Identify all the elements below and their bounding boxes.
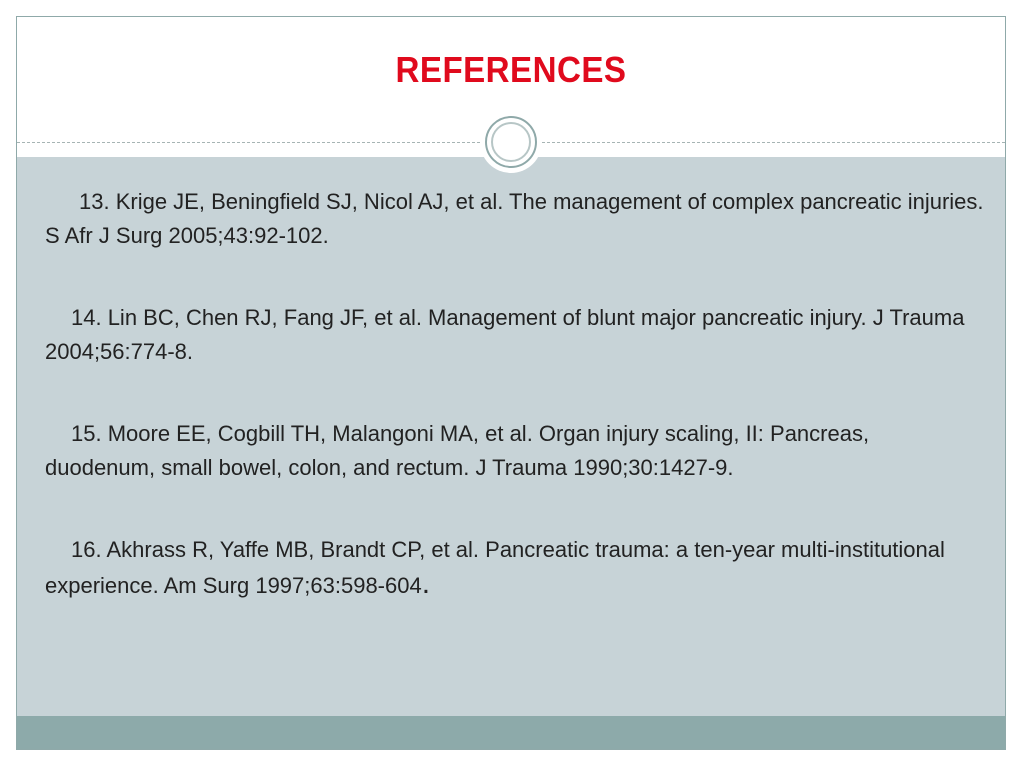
reference-text: 14. Lin BC, Chen RJ, Fang JF, et al. Management of blunt major pancreatic injury. J Trauma 2004;56:774-8. <box>45 305 965 364</box>
footer-band <box>17 716 1005 750</box>
reference-list <box>45 185 985 651</box>
reference-trailing-period: . <box>421 567 431 600</box>
reference-14 <box>45 301 985 369</box>
reference-text: 16. Akhrass R, Yaffe MB, Brandt CP, et al. Pancreatic trauma: a ten-year multi-institutional experience. Am Surg 1997;63:598-604 <box>45 537 945 598</box>
reference-text: 15. Moore EE, Cogbill TH, Malangoni MA, et al. Organ injury scaling, II: Pancreas, duodenum, small bowel, colon, and rectum. J Trauma 1990;30:1427-9. <box>45 421 870 480</box>
slide <box>16 16 1006 750</box>
reference-15 <box>45 417 985 485</box>
reference-13 <box>45 185 985 253</box>
reference-text: 13. Krige JE, Beningfield SJ, Nicol AJ, et al. The management of complex pancreatic injuries. S Afr J Surg 2005;43:92-102. <box>45 189 984 248</box>
ornament-inner-ring <box>491 122 531 162</box>
reference-16 <box>45 533 985 603</box>
slide-title: REFERENCES <box>395 49 627 90</box>
